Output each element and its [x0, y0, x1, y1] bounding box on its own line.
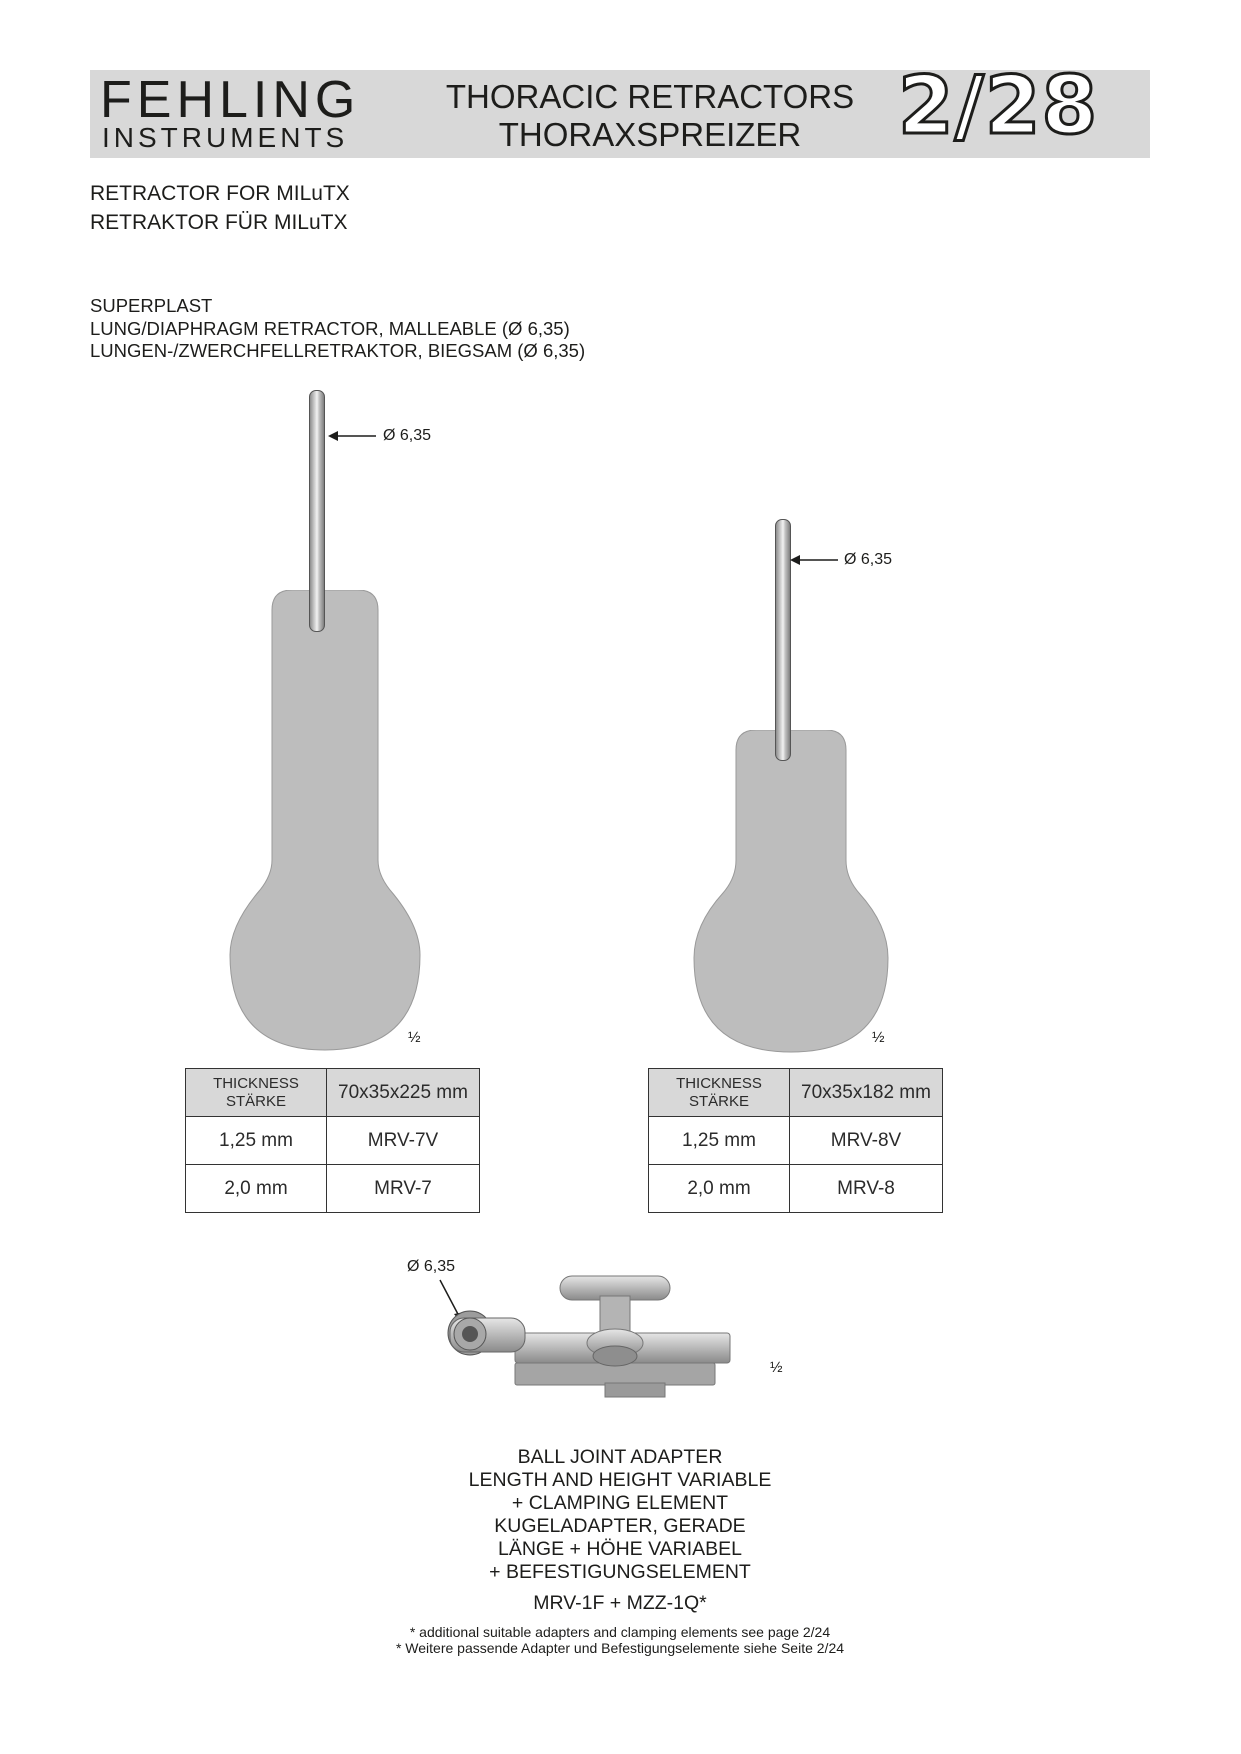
retractor-rod-small: [775, 519, 791, 761]
scale-label: ½: [408, 1029, 421, 1046]
caption-line: KUGELADAPTER, GERADE: [494, 1515, 746, 1537]
thickness-cell: 2,0 mm: [186, 1165, 327, 1213]
caption-line: LENGTH AND HEIGHT VARIABLE: [468, 1469, 772, 1491]
brand-subtitle: INSTRUMENTS: [102, 122, 349, 153]
adapter-article-code: MRV-1F + MZZ-1Q*: [533, 1592, 707, 1614]
thickness-header: THICKNESS STÄRKE: [649, 1069, 790, 1117]
table-row: [186, 1117, 480, 1165]
footnote-de: * Weitere passende Adapter und Befestigungselemente siehe Seite 2/24: [395, 1640, 845, 1656]
caption-line: + CLAMPING ELEMENT: [511, 1492, 729, 1514]
thickness-cell: 1,25 mm: [186, 1117, 327, 1165]
size-header: 70x35x182 mm: [790, 1069, 943, 1117]
thickness-cell: 1,25 mm: [649, 1117, 790, 1165]
footnotes: [370, 1624, 870, 1656]
diameter-label: Ø 6,35: [407, 1258, 456, 1275]
section-title-de: RETRAKTOR FÜR MILuTX: [90, 211, 348, 234]
adapter-caption: [420, 1446, 820, 1584]
table-row: [649, 1117, 943, 1165]
diameter-label: Ø 6,35: [844, 551, 893, 568]
page-title-en: THORACIC RETRACTORS: [445, 78, 855, 115]
code-cell: MRV-8: [790, 1165, 943, 1213]
page-title-de: THORAXSPREIZER: [498, 116, 802, 153]
page-number: 2/28: [898, 59, 1099, 152]
scale-label: ½: [872, 1029, 885, 1046]
spec-table-small: [648, 1068, 943, 1213]
arrow-icon: [328, 428, 378, 444]
footnote-en: * additional suitable adapters and clamping elements see page 2/24: [409, 1624, 831, 1640]
ball-joint-adapter-image: [420, 1258, 760, 1408]
scale-label: ½: [770, 1359, 783, 1376]
table-row: [186, 1165, 480, 1213]
product-description-de: LUNGEN-/ZWERCHFELLRETRAKTOR, BIEGSAM (Ø 6,35): [90, 340, 586, 361]
diameter-label: Ø 6,35: [383, 427, 432, 444]
size-header: 70x35x225 mm: [327, 1069, 480, 1117]
section-title-en: RETRACTOR FOR MILuTX: [90, 182, 350, 205]
code-cell: MRV-7: [327, 1165, 480, 1213]
retractor-blade-small: [676, 730, 906, 1060]
product-description-en: LUNG/DIAPHRAGM RETRACTOR, MALLEABLE (Ø 6,35): [90, 318, 570, 339]
spec-table-large: [185, 1068, 480, 1213]
arrow-icon: [790, 552, 840, 568]
retractor-rod-large: [309, 390, 325, 632]
retractor-blade-large: [210, 590, 440, 1060]
brand-name: FEHLING: [100, 71, 361, 129]
code-cell: MRV-7V: [327, 1117, 480, 1165]
product-brand: SUPERPLAST: [90, 295, 213, 316]
caption-line: LÄNGE + HÖHE VARIABEL: [497, 1538, 743, 1560]
caption-line: + BEFESTIGUNGSELEMENT: [489, 1561, 751, 1583]
caption-line: BALL JOINT ADAPTER: [517, 1446, 723, 1468]
table-row: [649, 1165, 943, 1213]
code-cell: MRV-8V: [790, 1117, 943, 1165]
thickness-header: THICKNESS STÄRKE: [186, 1069, 327, 1117]
thickness-cell: 2,0 mm: [649, 1165, 790, 1213]
